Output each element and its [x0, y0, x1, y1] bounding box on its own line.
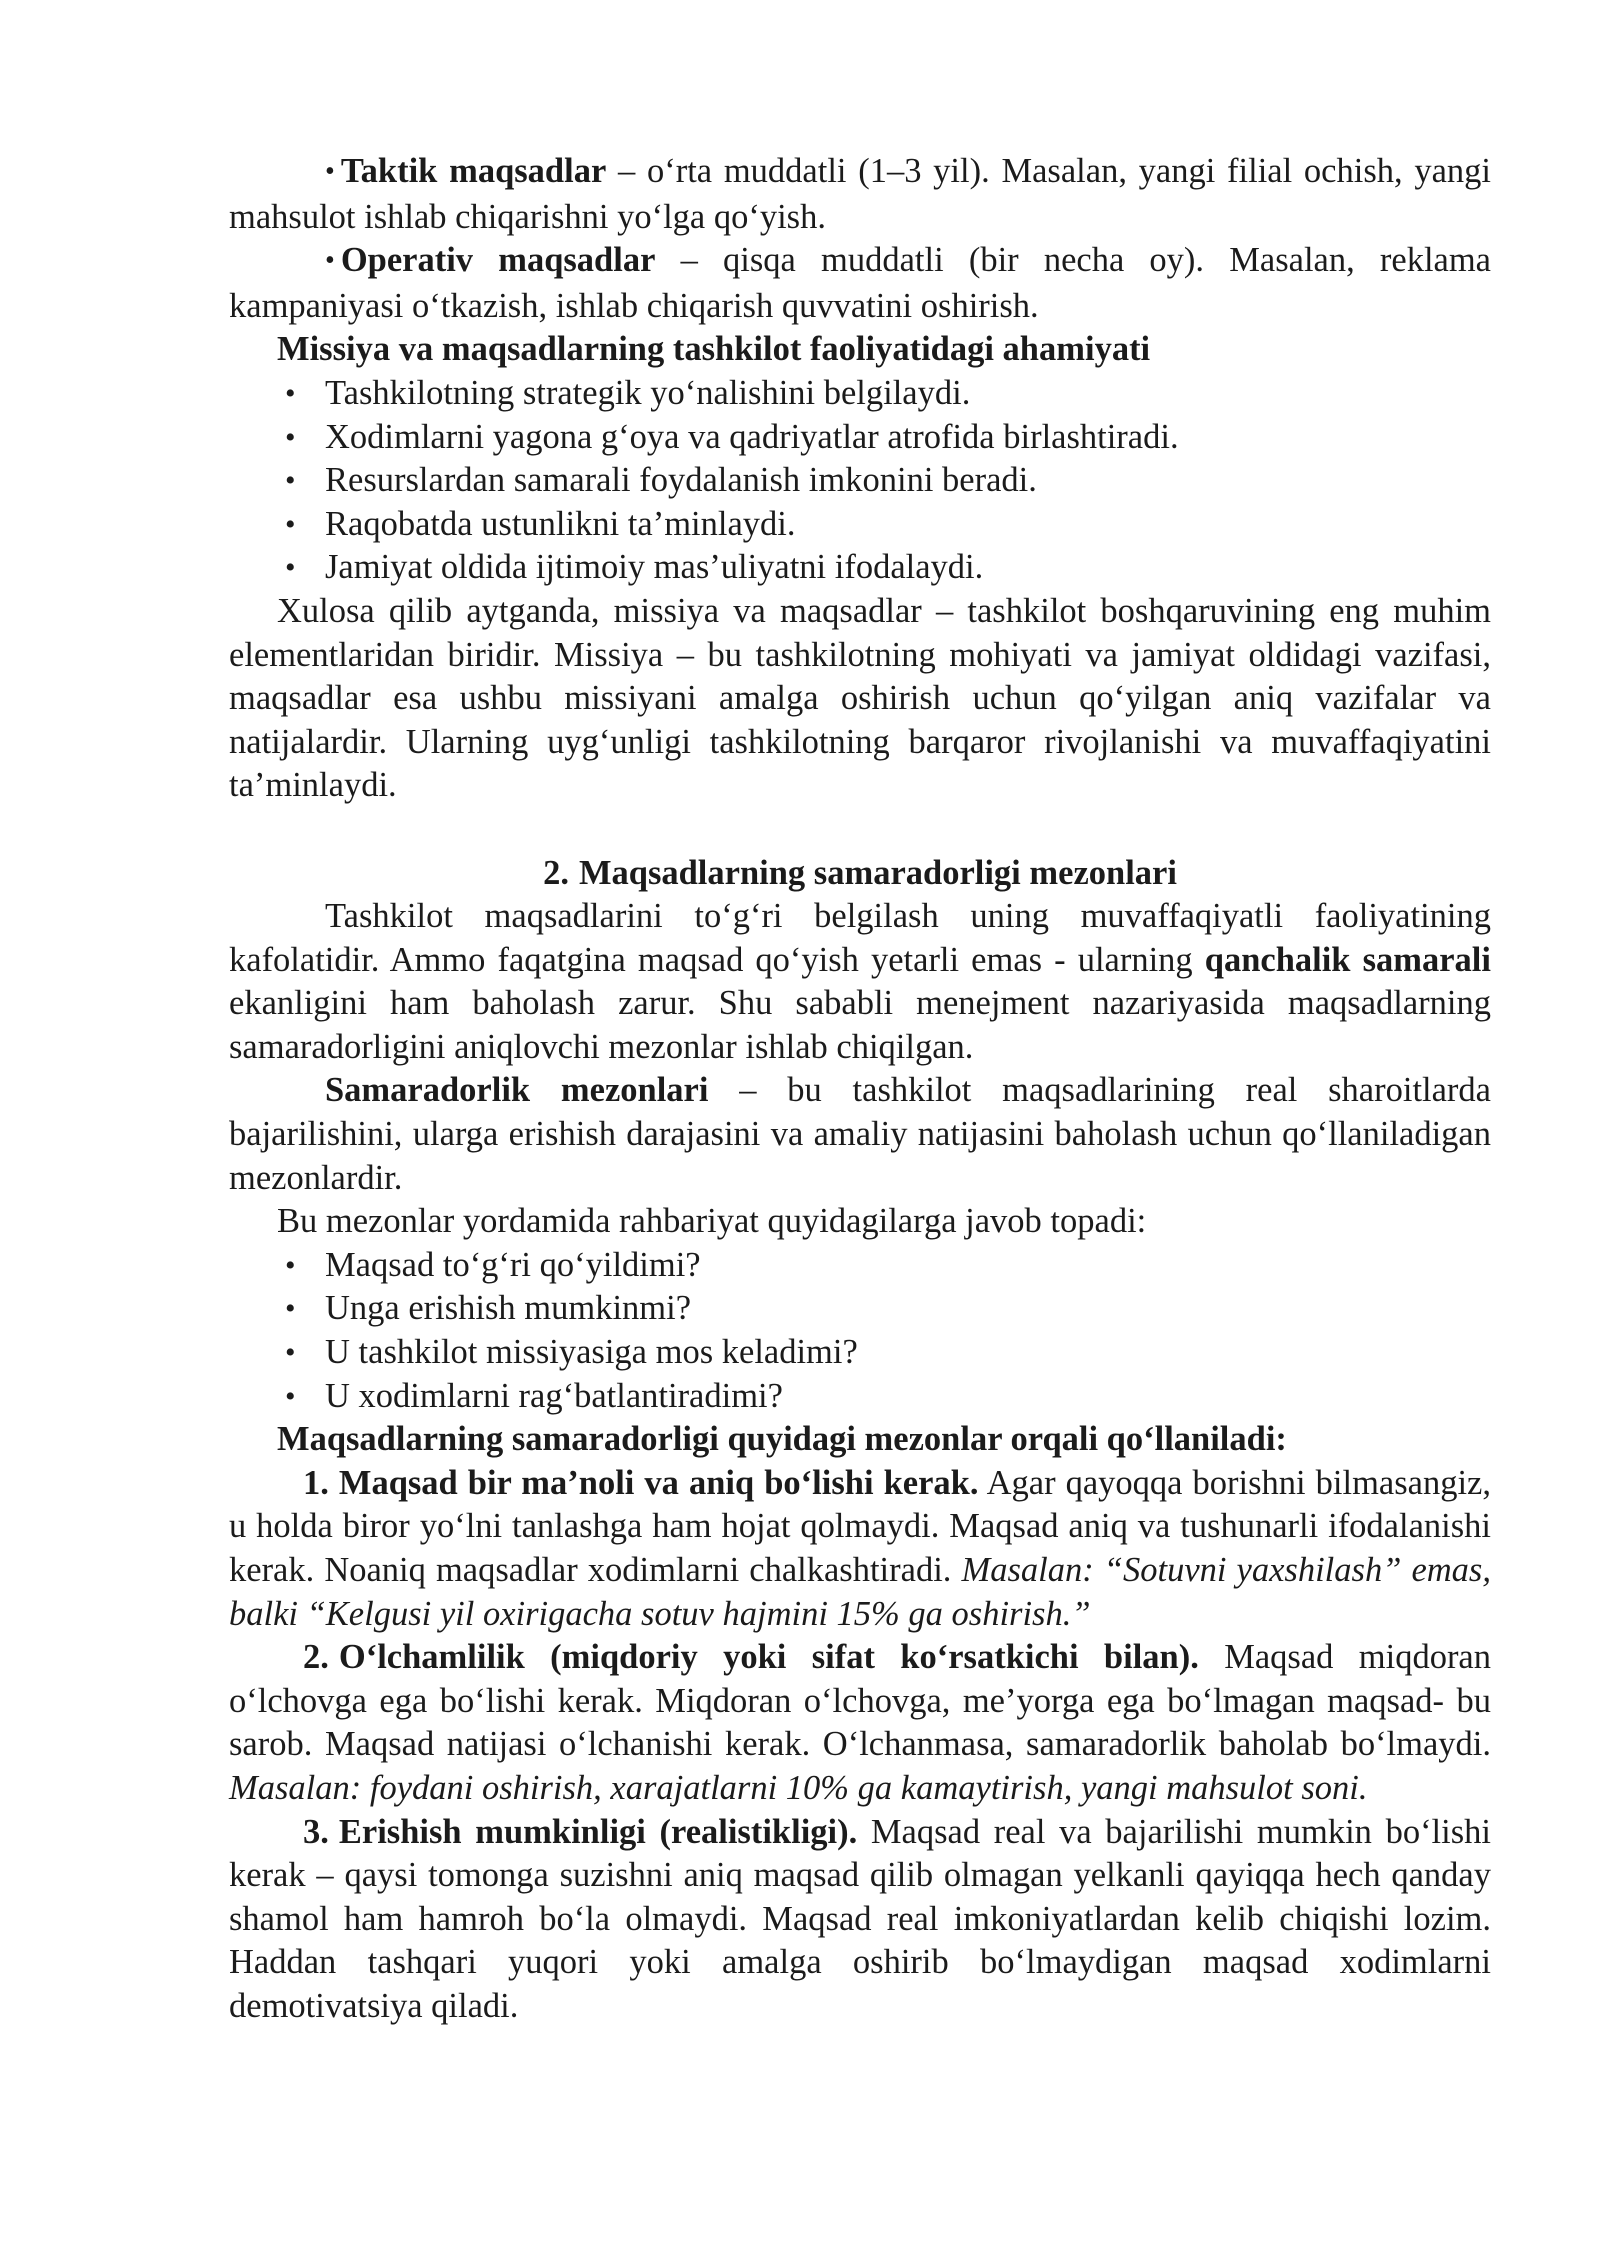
goal-type-term: Taktik maqsadlar — [340, 152, 607, 190]
bullet-dot: • — [285, 376, 296, 410]
list-item: • Unga erishish mumkinmi? — [229, 1287, 1491, 1331]
goal-type-operative — [229, 239, 1491, 328]
list-item: • Maqsad to‘g‘ri qo‘yildimi? — [229, 1244, 1491, 1288]
goal-type-tactical — [229, 150, 1491, 239]
section-paragraph-1: Tashkilot maqsadlarini to‘g‘ri belgilash uning muvaffaqiyatli faoliyatining kafolatidir. Ammo faqatgina maqsad qo‘yish yetarli emas - ularning qanchalik samarali ekanligini ham baholash zarur. Shu sababli menejment nazariyasida maqsadlarning samaradorligini aniqlovchi mezonlar ishlab chiqilgan. — [229, 897, 1491, 1066]
importance-heading: Missiya va maqsadlarning tashkilot faoliyatidagi ahamiyati — [277, 330, 1151, 369]
conclusion-paragraph: Xulosa qilib aytganda, missiya va maqsadlar – tashkilot boshqaruvining eng muhim elementlaridan biridir. Missiya – bu tashkilotning mohiyati va jamiyat oldidagi vazifasi, maqsadlar esa ushbu missiyani amalga oshirish uchun qo‘yilgan aniq vazifalar va natijalardir. Ularning uyg‘unligi tashkilotning barqaror rivojlanishi va muvaffaqiyatini ta’minlaydi. — [229, 591, 1491, 805]
bullet-dot: • — [285, 1336, 296, 1370]
bullet-dot: • — [285, 1248, 296, 1282]
importance-list — [229, 372, 1491, 590]
bullet-dot: • — [285, 464, 296, 498]
emphasis: qanchalik samarali — [1204, 940, 1491, 979]
bullet-dot: • — [285, 420, 296, 454]
blank-line — [229, 808, 1491, 852]
bullet-dot: • — [285, 551, 296, 585]
bullet-dot: • — [325, 156, 335, 187]
questions-list — [229, 1244, 1491, 1418]
list-item: • Jamiyat oldida ijtimoiy mas’uliyatni ifodalaydi. — [229, 546, 1491, 590]
criterion-3 — [229, 1811, 1491, 2029]
criterion-title: 3. Erishish mumkinligi (realistikligi). — [303, 1812, 858, 1851]
term: Samaradorlik mezonlari — [325, 1071, 709, 1110]
goal-type-text: – qisqa muddatli (bir necha oy). Masalan, reklama kampaniyasi o‘tkazish, ishlab chiqarish quvvatini oshirish. — [229, 241, 1491, 325]
criterion-text: Maqsad real va bajarilishi mumkin bo‘lishi kerak – qaysi tomonga suzishni aniq maqsad qilib olmagan yelkanli qayiqqa hech qanday shamol ham hamroh bo‘la olmaydi. Maqsad real imkoniyatlardan kelib chiqishi lozim. Haddan tashqari yuqori yoki amalga oshirib bo‘lmaydigan maqsad xodimlarni demotivatsiya qiladi. — [229, 1812, 1491, 2025]
list-item: • Xodimlarni yagona g‘oya va qadriyatlar atrofida birlashtiradi. — [229, 416, 1491, 460]
criterion-2 — [229, 1636, 1491, 1810]
goal-type-text: – o‘rta muddatli (1–3 yil). Masalan, yangi filial ochish, yangi mahsulot ishlab chiqarishni yo‘lga qo‘yish. — [229, 152, 1491, 236]
list-item: • U tashkilot missiyasiga mos keladimi? — [229, 1331, 1491, 1375]
section-title: Maqsadlarning samaradorligi mezonlari — [578, 853, 1177, 892]
bullet-dot: • — [285, 1292, 296, 1326]
criterion-example: Masalan: foydani oshirish, xarajatlarni 10% ga kamaytirish, yangi mahsulot soni. — [229, 1768, 1368, 1807]
criterion-title: 2. O‘lchamlilik (miqdoriy yoki sifat ko‘rsatkichi bilan). — [303, 1638, 1199, 1677]
bullet-dot: • — [285, 507, 296, 541]
document-page — [229, 150, 1491, 2029]
criterion-title: 1. Maqsad bir ma’noli va aniq bo‘lishi kerak. — [303, 1463, 979, 1502]
list-item: • Raqobatda ustunlikni ta’minlaydi. — [229, 503, 1491, 547]
bullet-dot: • — [285, 1379, 296, 1413]
section-paragraph-2: Samaradorlik mezonlari – bu tashkilot maqsadlarining real sharoitlarda bajarilishini, ularga erishish darajasini va amaliy natijasini baholash uchun qo‘llaniladigan mezonlardir. — [229, 1071, 1491, 1197]
list-item: • Resurslardan samarali foydalanish imkonini beradi. — [229, 459, 1491, 503]
list-item: • U xodimlarni rag‘batlantiradimi? — [229, 1375, 1491, 1419]
criterion-text: Agar qayoqqa borishni bilmasangiz, u holda biror yo‘lni tanlashga ham hojat qolmaydi. Maqsad aniq va tushunarli ifodalanishi kerak. Noaniq maqsadlar xodimlarni chalkashtiradi. — [229, 1463, 1491, 1589]
criteria-heading: Maqsadlarning samaradorligi quyidagi mezonlar orqali qo‘llaniladi: — [277, 1420, 1287, 1459]
questions-lead: Bu mezonlar yordamida rahbariyat quyidagilarga javob topadi: — [277, 1202, 1147, 1241]
goal-type-term: Operativ maqsadlar — [340, 241, 656, 280]
section-heading — [229, 852, 1491, 896]
list-item: • Tashkilotning strategik yo‘nalishini belgilaydi. — [229, 372, 1491, 416]
criterion-text: Maqsad miqdoran o‘lchovga ega bo‘lishi kerak. Miqdoran o‘lchovga, me’yorga ega bo‘lmagan maqsad- bu sarob. Maqsad natijasi o‘lchanishi kerak. O‘lchanmasa, samaradorlik baholab bo‘lmaydi. — [229, 1638, 1491, 1764]
criterion-example: Masalan: “Sotuvni yaxshilash” emas, balki “Kelgusi yil oxirigacha sotuv hajmini 15% ga oshirish.” — [229, 1551, 1491, 1633]
criterion-1 — [229, 1462, 1491, 1636]
bullet-dot: • — [325, 245, 335, 277]
section-number: 2. — [543, 853, 569, 892]
